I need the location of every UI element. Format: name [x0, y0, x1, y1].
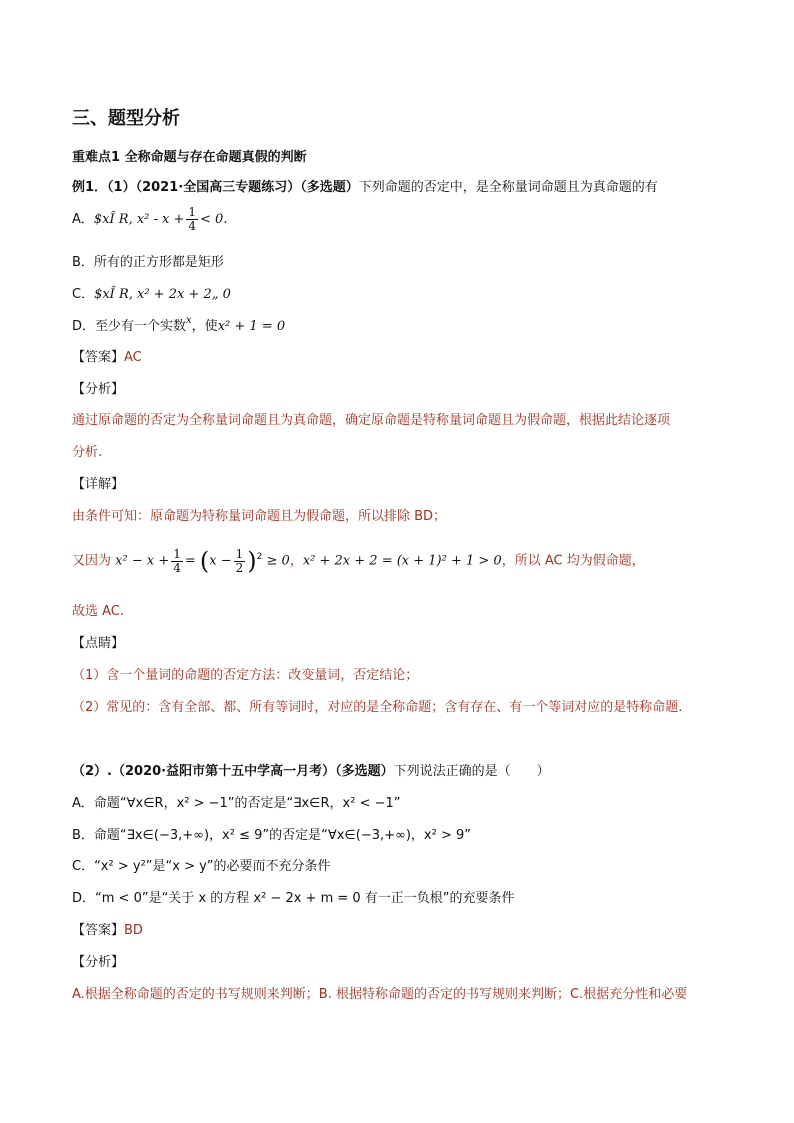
- ex2-question-line: [72, 760, 550, 779]
- detail-expr-1: x² − x +: [115, 553, 170, 569]
- ex1-detail-label: 【详解】: [72, 477, 125, 492]
- ex1-comment-text-1: （1）含一个量词的命题的否定方法：改变量词，否定结论；: [72, 668, 419, 683]
- subheading: 重难点1 全称命题与存在命题真假的判断: [72, 150, 307, 165]
- ex1-detail-formula-line: [72, 547, 645, 575]
- ex2-option-c: C．“x² > y²”是“x > y”的必要而不充分条件: [72, 859, 331, 874]
- option-d-expr: x² + 1 = 0: [217, 319, 286, 334]
- ex1-option-d: [72, 315, 285, 334]
- ex2-option-d: D．“m < 0”是“关于 x 的方程 x² − 2x + m = 0 有一正一负根”的充要条件: [72, 891, 515, 906]
- ex1-prefix: 例1．（1）（2021·全国高三专题练习）（多选题）: [72, 180, 359, 195]
- ex1-analysis-text-2: 分析.: [72, 445, 103, 460]
- left-paren: (: [199, 547, 210, 575]
- ex2-prefix: （2）.（2020·益阳市第十五中学高一月考）（多选题）: [72, 764, 394, 779]
- detail-expr-3: ≥ 0: [266, 553, 290, 569]
- answer-value: AC: [124, 350, 142, 365]
- ex2-option-b: B．命题“∃x∈(−3,+∞)，x² ≤ 9”的否定是“∀x∈(−3,+∞)，x² > 9”: [72, 828, 471, 843]
- section-title: 三、题型分析: [72, 108, 180, 129]
- ex1-analysis-text-1: 通过原命题的否定为全称量词命题且为真命题，确定原命题是特称量词命题且为假命题，根据此结论逐项: [72, 413, 671, 428]
- fraction-numerator: 1: [235, 546, 244, 561]
- option-a-fraction: [186, 206, 198, 233]
- detail-post: ，所以 AC 均为假命题，: [501, 553, 645, 569]
- ex1-analysis-label: 【分析】: [72, 382, 125, 397]
- detail-pre: 又因为: [72, 553, 112, 569]
- option-b-text: 所有的正方形都是矩形: [93, 255, 224, 270]
- ex2-analysis-label: 【分析】: [72, 955, 125, 970]
- option-label: B．: [72, 255, 94, 270]
- ex1-option-a: [72, 206, 227, 233]
- answer-value: BD: [124, 923, 143, 938]
- ex2-question: 下列说法正确的是（ ）: [393, 764, 550, 779]
- option-a-tail: < 0.: [200, 212, 228, 227]
- ex1-option-b: [72, 251, 224, 270]
- option-d-mid: ，使: [191, 319, 218, 334]
- fraction-denominator: 2: [235, 560, 244, 575]
- option-a-expr: $xÎ R, x² - x +: [93, 212, 185, 227]
- fraction-numerator: 1: [188, 205, 197, 219]
- ex1-comment-label: 【点睛】: [72, 636, 125, 651]
- option-label: C．: [72, 287, 95, 302]
- fraction-denominator: 4: [173, 560, 181, 575]
- detail-expr-4: x² + 2x + 2 = (x + 1)² + 1 > 0: [302, 553, 502, 569]
- detail-sep: ，: [289, 553, 303, 569]
- detail-paren-inner: x −: [209, 553, 232, 569]
- ex2-analysis-text-1: A.根据全称命题的否定的书写规则来判断；B. 根据特称命题的否定的书写规则来判断；C.根据充分性和必要: [72, 987, 688, 1002]
- ex1-answer-line: [72, 346, 142, 365]
- detail-fraction-1: [171, 548, 183, 575]
- detail-fraction-2: [234, 548, 246, 575]
- ex2-answer-line: [72, 919, 143, 938]
- option-d-var: x: [186, 315, 192, 326]
- option-label: A．: [72, 212, 94, 227]
- answer-label: 【答案】: [72, 923, 125, 938]
- ex1-detail-text-1: 由条件可知：原命题为特称量词命题且为假命题，所以排除 BD；: [72, 509, 447, 524]
- ex1-option-c: [72, 283, 231, 302]
- ex1-question-line: [72, 176, 658, 195]
- fraction-numerator: 1: [173, 546, 181, 561]
- ex1-detail-text-3: 故选 AC.: [72, 604, 125, 619]
- ex1-question: 下列命题的否定中，是全称量词命题且为真命题的有: [358, 180, 658, 195]
- option-label: D．: [72, 319, 96, 334]
- square-superscript: 2: [256, 552, 263, 563]
- fraction-denominator: 4: [188, 219, 197, 233]
- detail-expr-2: =: [184, 553, 200, 569]
- option-d-text: 至少有一个实数: [95, 319, 187, 334]
- option-c-expr: $xÎ R, x² + 2x + 2„ 0: [94, 287, 231, 302]
- ex1-comment-text-2: （2）常见的：含有全部、都、所有等词时，对应的是全称命题；含有存在、有一个等词对应的是特称命题.: [72, 700, 683, 715]
- right-paren: ): [247, 547, 257, 575]
- ex2-option-a: A．命题“∀x∈R，x² > −1”的否定是“∃x∈R，x² < −1”: [72, 796, 401, 811]
- answer-label: 【答案】: [72, 350, 125, 365]
